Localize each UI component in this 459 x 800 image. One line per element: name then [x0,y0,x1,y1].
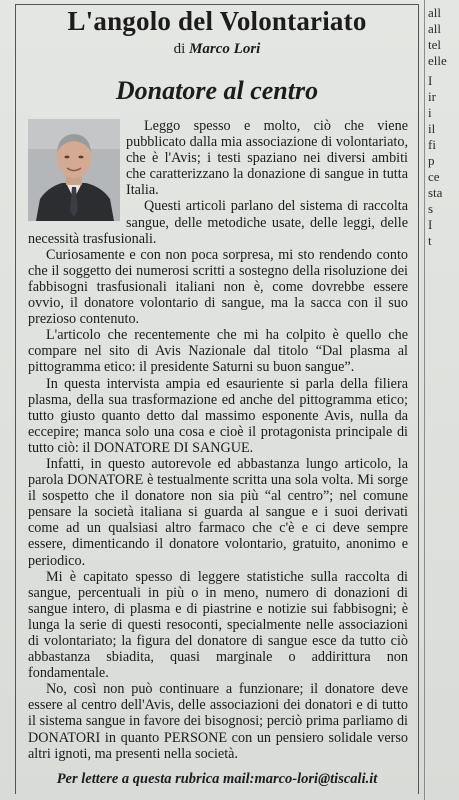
article-paragraph: Questi articoli parlano del sistema di raccolta sangue, delle metodiche usate, delle leggi, delle necessità trasfusionali. [28,198,408,247]
adjacent-fragment: I [428,217,433,232]
byline-prefix: di [173,41,186,57]
adjacent-fragment: i [428,105,432,120]
article-body [28,118,408,762]
adjacent-fragment: I [428,73,433,88]
adjacent-fragment: all [428,5,441,20]
adjacent-fragment: fi [428,137,436,152]
adjacent-fragment: p [428,153,435,168]
adjacent-fragment: all [428,21,441,36]
adjacent-fragment: t [428,233,432,248]
column-divider [424,0,425,800]
article-paragraph: Leggo spesso e molto, ciò che viene pubblicato dalla mia associazione di volontariato, che è l'Avis; i testi spaziano nei diversi ambiti che caratterizzano la donazione di sangue in tutta Italia. [126,118,408,199]
adjacent-fragment: ir [428,89,436,104]
column-title: L'angolo del Volontariato [67,6,367,36]
adjacent-column [428,0,459,800]
article-paragraph: Infatti, in questo autorevole ed abbastanza lungo articolo, la parola DONATORE è testualmente scritta una sola volta. Mi sorge il sospetto che il donatore non sia più “al centro”; nel comune pensare la società italiana si guarda al sangue e i suoi derivati come ad un qualsiasi altro farmaco che c'è e ci deve sempre essere, dimenticando il donatore volontario, gratuito, anonimo e periodico. [28,455,408,569]
article-paragraph: No, così non può continuare a funzionare; il donatore deve essere al centro dell'Avis, delle associazioni dei donatori e di tutto il sistema sangue in favore dei bisognosi; perciò prima parliamo di DONATORI in quanto PERSONE con un pensiero solidale verso altri ignoti, ma presenti nella società. [28,681,408,762]
adjacent-fragment: s [428,201,434,216]
byline-author: Marco Lori [189,41,261,57]
article-paragraph: In questa intervista ampia ed esauriente si parla della filiera plasma, della sua trasformazione ed anche del pittogramma etico; tutto giusto quanto detto dal massimo esponente Avis, nulla da eccepire; manca solo una cosa e cioè il protagonista principale di tutto ciò: il DONATORE DI SANGUE. [28,375,408,456]
byline [15,41,419,58]
article-paragraph: L'articolo che recentemente che mi ha colpito è quello che compare nel sito di Avis Nazionale dal titolo “Dal plasma al pittogramma etico: il presidente Saturni su buon sangue”. [28,327,408,376]
article-title: Donatore al centro [115,76,319,105]
adjacent-fragment: elle [428,53,447,68]
adjacent-fragment: ce [428,169,440,184]
adjacent-fragment: sta [428,185,443,200]
adjacent-fragment: il [428,121,436,136]
article-paragraph: Mi è capitato spesso di leggere statistiche sulla raccolta di sangue, percentuali in più o in meno, numero di donazioni di sangue intero, di plasma e di piastrine e notizie sui fabbisogni; è lunga la serie di questi resoconti, specialmente nelle associazioni di volontariato; la figura del donatore di sangue esce da tutto ciò abbastanza sbiadita, quasi marginale o addirittura non fondamentale. [28,568,408,682]
contact-footer: Per lettere a questa rubrica mail:marco-lori@tiscali.it [56,771,378,787]
article-paragraph: Curiosamente e con non poca sorpresa, mi sto rendendo conto che il soggetto dei numerosi scritti a sostegno della risoluzione dei fabbisogni trasfusionali italiani non è, come dovrebbe essere ovvio, il donatore volontario di sangue, ma la sacca con il suo prezioso contenuto. [28,246,408,328]
adjacent-fragment: tel [428,37,441,52]
